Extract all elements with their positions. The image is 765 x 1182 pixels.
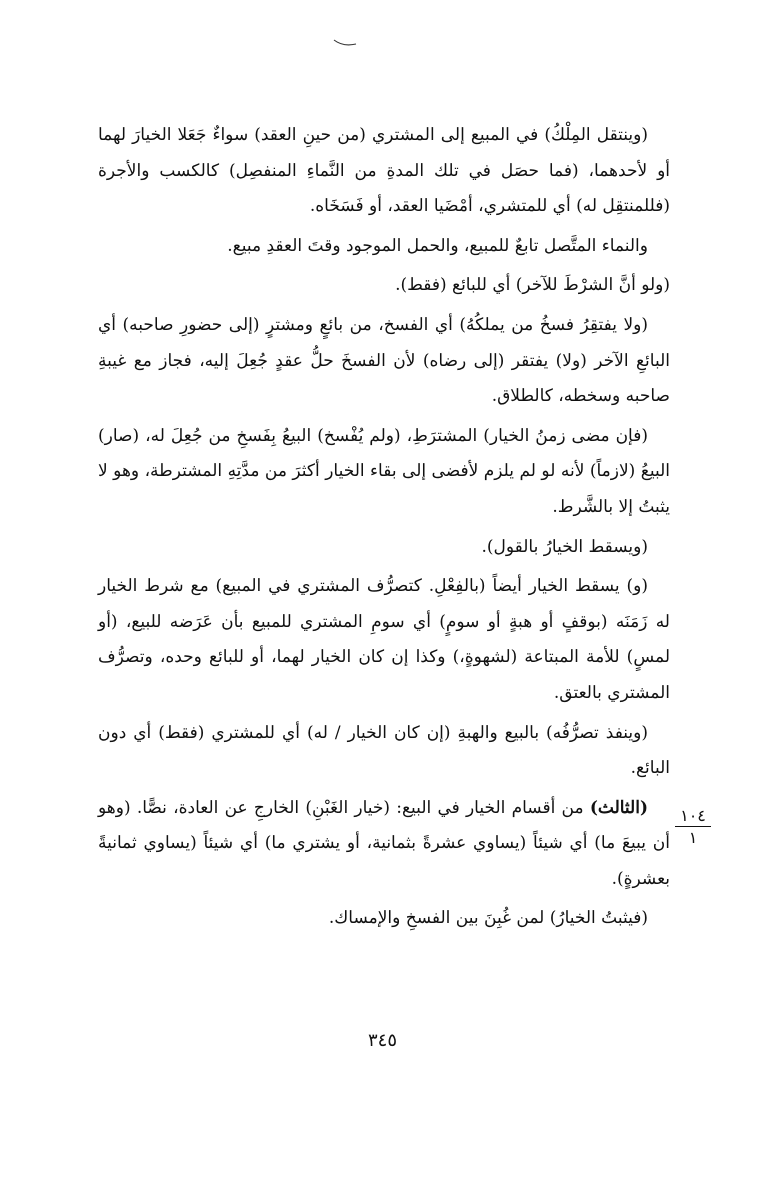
paragraph: (وينفذ تصرُّفُه) بالبيع والهبةِ (إن كان الخيار / له) أي للمشتري (فقط) أي دون البائع. <box>98 722 670 779</box>
margin-folio-note <box>675 808 711 846</box>
paragraph: (فيثبتُ الخيارُ) لمن غُبِنَ بين الفسخِ والإمساك. <box>328 908 648 929</box>
body-text <box>98 118 670 941</box>
page-number: ٣٤٥ <box>367 1030 397 1051</box>
paragraph <box>98 791 670 898</box>
decorative-mark <box>333 38 357 48</box>
paragraph: (ولو أنَّ الشرْطَ للآخر) أي للبائع (فقط). <box>395 275 670 296</box>
margin-note-numerator: ١٠٤ <box>675 808 711 827</box>
paragraph: (فإن مضى زمنُ الخيار) المشترَطِ، (ولم يُفْسخ) البيعُ بِفَسخِ من جُعِلَ له، (صار) البيعُ (لازماً) لأنه لو لم يلزم لأفضى إلى بقاء الخيار أكثرَ من مدَّتِهِ المشترطة، وهو لا يثبتُ إلا بالشَّرط. <box>98 425 670 517</box>
section-heading: (الثالث) <box>589 797 648 818</box>
paragraph: (و) يسقط الخيار أيضاً (بالفِعْلِ. كتصرُّف المشتري في المبيع) مع شرط الخيار له زَمَنَه (بوقفٍ أو هبةٍ أو سومٍ) أي سومِ المشتري للمبيع بأن عَرَضه للبيع، (أو لمسٍ) للأمة المبتاعة (لشهوةٍ،) وكذا إن كان الخيار لهما، أو للبائع وحده، وتصرُّف المشتري بالعتق. <box>98 576 670 703</box>
paragraph: (ويسقط الخيارُ بالقول). <box>481 536 648 557</box>
paragraph-text: من أقسام الخيار في البيع: (خيار الغَبْنِ) الخارجِ عن العادة، نصًّا. (وهو أن يبيعَ ما) أي شيئاً (يساوي عشرةً بثمانية، أو يشتري ما) أي شيئاً (يساوي ثمانيةً بعشرةٍ). <box>98 797 670 889</box>
paragraph: (وينتقل المِلْكُ) في المبيع إلى المشتري (من حينِ العقد) سواءٌ جَعَلا الخيارَ لهما أو لأحدهما، (فما حصَل في تلك المدةِ من النَّماءِ المنفصِل) كالكسب والأجرة (فللمنتقِل له) أي للمتشري، أمْضَيا العقد، أو فَسَخَاه. <box>98 125 670 217</box>
paragraph: (ولا يفتقِرُ فسخُ من يملكُهُ) أي الفسخ، من بائعٍ ومشترٍ (إلى حضورِ صاحبه) أي البائعِ الآخر (ولا) يفتقر (إلى رضاه) لأن الفسخَ حلُّ عقدٍ جُعِلَ إليه، فجاز مع غيبةِ صاحبه وسخطه، كالطلاق. <box>98 314 670 407</box>
margin-note-denominator: ١ <box>688 828 698 847</box>
paragraph: والنماء المتَّصل تابعٌ للمبيع، والحمل الموجود وقتَ العقدِ مبيع. <box>227 235 648 256</box>
